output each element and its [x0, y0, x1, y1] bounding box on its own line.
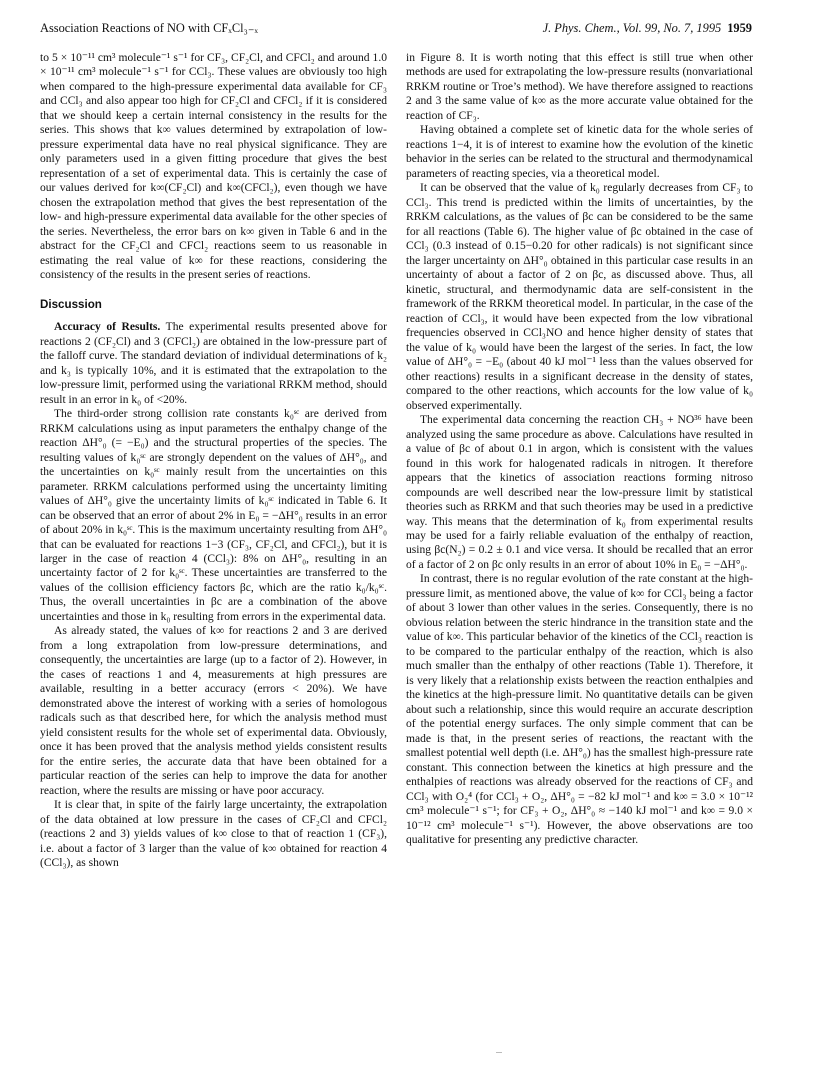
journal-citation	[543, 20, 752, 36]
paragraph-rate-constants: The third-order strong collision rate constants k₀ˢᶜ are derived from RRKM calculations using as input parameters the enthalpy change of the reaction ΔH°₀ (= −E₀) and the structural properties of the species. The resulting values of k₀ˢᶜ are strongly dependent on the values of ΔH°₀, and the uncertainties on k₀ˢᶜ mainly result from the uncertainties on this parameter. RRKM calculations performed using the uncertainty limiting values of ΔH°₀ give the uncertainty limits of k₀ˢᶜ indicated in Table 6. It can be observed that an error of about 2% in E₀ = −ΔH°₀ results in an error of about 20% in k₀ˢᶜ. This is the maximum uncertainty resulting from ΔH°₀ that can be evaluated for reactions 1−3 (CF₃, CF₂Cl, and CFCl₂), but it is larger in the case of reaction 4 (CCl₃): 8% on ΔH°₀, resulting in an uncertainty factor of 2 for k₀ˢᶜ. These uncertainties are transferred to the values of the collision efficiency factors βc, which are the ratio k₀/k₀ˢᶜ. Thus, the overall uncertainties in βc are a combination of the above uncertainties and those in k₀ resulting from errors in the experimental data.	[40, 408, 387, 623]
running-title: Association Reactions of NO with CFₓCl₃₋ₓ	[40, 21, 259, 35]
paragraph-k0-trend: It can be observed that the value of k₀ regularly decreases from CF₃ to CCl₃. This trend is predicted within the limits of uncertainties, by the RRKM calculations, as the values of βc can be considered to be the same for all reactions (Table 6). The higher value of βc obtained in the case of CCl₃ (0.3 instead of 0.15−0.20 for other radicals) is not significant since the larger uncertainty on ΔH°₀ obtained in this particular case results in an uncertainty of about a factor of 2 on βc, as discussed above. Thus, all kinetic, structural, and thermodynamic data are self-consistent in the framework of the RRKM theoretical model. In particular, in the case of the reaction of CCl₃, it would have been expected from the low vibrational frequencies observed in CCl₃NO and hence higher density of states that the value of k₀ would have been the largest of the series. In fact, the low value of ΔH°₀ = −E₀ (about 40 kJ mol⁻¹ less than the values observed for other reactions) results in a significant decrease in the density of states, compared to the other reactions, which accounts for the low value of k₀ observed experimentally.	[406, 182, 753, 412]
paragraph-accuracy	[40, 320, 387, 407]
runin-heading-accuracy: Accuracy of Results.	[54, 321, 161, 334]
left-column	[40, 51, 387, 871]
paragraph-extrapolation: As already stated, the values of k∞ for reactions 2 and 3 are derived from a long extrapolation from low-pressure determinations, and consequently, the uncertainties are large (up to a factor of 2). However, in the cases of reactions 1 and 4, measurements at high pressures are available, resulting in a better accuracy (errors < 20%). We have demonstrated above the interest of working with a series of homologous radicals such as that described here, for which the analysis method must yield consistent results for the whole set of experimental data. Obviously, once it has been proved that the analysis method yields consistent results for the entire series, the accurate data that have been obtained for a particular reaction of the series can help to improve the data for another reaction, where the results are missing or have poor accuracy.	[40, 625, 387, 797]
section-heading-discussion: Discussion	[40, 297, 102, 311]
running-header	[40, 20, 752, 36]
paragraph-uncertainty: It is clear that, in spite of the fairly large uncertainty, the extrapolation of the data obtained at low pressure in the cases of CF₂Cl and CFCl₂ (reactions 2 and 3) yields values of k∞ close to that of reaction 1 (CF₃), i.e. about a factor of 3 larger than the value of k∞ obtained for reaction 4 (CCl₃), as shown	[40, 799, 387, 870]
paragraph-figure8: in Figure 8. It is worth noting that this effect is still true when other methods are used for extrapolating the low-pressure results (nonvariational RRKM routine or Troe’s method). We have therefore assigned to reactions 2 and 3 the same value of k∞ as the more accurate value obtained for the reaction of CF₃.	[406, 52, 753, 122]
paragraph-kinetic-series: Having obtained a complete set of kinetic data for the whole series of reactions 1−4, it is of interest to examine how the evolution of the kinetic behavior in the series can be related to the structural and thermodynamical parameters of reacting species, via a theoretical model.	[406, 124, 753, 180]
right-column	[406, 51, 753, 848]
paragraph-continued: to 5 × 10⁻¹¹ cm³ molecule⁻¹ s⁻¹ for CF₃, CF₂Cl, and CFCl₂ and around 1.0 × 10⁻¹¹ cm³ molecule⁻¹ s⁻¹ for CCl₃. These values are obviously too high when compared to the high-pressure experimental data available for CF₃ and CCl₃ and also appear too high for CF₂Cl and CFCl₂ if it is considered that we should keep a certain internal consistency in the results for the series. This shows that k∞ values determined by extrapolation of low-pressure experimental data have no real physical significance. They are only parameters used in a given fitting procedure that gives the best representation of a set of experimental data. This is certainly the case of our values derived for k∞(CF₂Cl) and k∞(CFCl₂), even though we have chosen the extrapolation method that gives the best representation of the low- and high-pressure experimental data available for the other species of the series. Nevertheless, the error bars on k∞ given in Table 6 and in the abstract for the CF₂Cl and CFCl₂ reactions seem to us reasonable in estimating the real value of k∞ for these reactions, considering the consistency of the results in the present series of reactions.	[40, 52, 387, 282]
paragraph-accuracy-text: The experimental results presented above for reactions 2 (CF₂Cl) and 3 (CFCl₂) are obtained in the low-pressure part of the falloff curve. The standard deviation of individual determinations of k₂ and k₃ is typically 10%, and it is estimated that the extrapolation to the low-pressure limit, performed using the variational RRKM method, should result in an error in k₀ of <20%.	[40, 321, 388, 406]
paragraph-high-pressure: In contrast, there is no regular evolution of the rate constant at the high-pressure limit, as mentioned above, the value of k∞ for CCl₃ being a factor of about 3 lower than other values in the series. Consequently, there is no obvious relation between the steric hindrance in the transition state and the value of k∞. This particular behavior of the kinetics of the CCl₃ reaction is to be compared to the particular enthalpy of the reaction, which is also much smaller than the enthalpy of other reactions (Table 1). Therefore, it is very likely that a relationship exists between the reaction enthalpies and the kinetics at the high-pressure limit. No quantitative details can be given about such a relationship, since this would require an accurate description of the potential energy surfaces. The only simple comment that can be made is that, in the present series of reactions, the reactant with the smallest potential well depth (i.e. ΔH°₀) has the smallest high-pressure rate constant. This connection between the kinetics at high pressure and the enthalpies of reactions was already observed for the reactions of CF₃ and CCl₃ with O₂⁴ (for CCl₃ + O₂, ΔH°₀ = −82 kJ mol⁻¹ and k∞ = 3.0 × 10⁻¹² cm³ molecule⁻¹ s⁻¹; for CF₃ + O₂, ΔH°₀ ≈ −140 kJ mol⁻¹ and k∞ = 9.0 × 10⁻¹² cm³ molecule⁻¹ s⁻¹). However, the above observations are too qualitative for presenting any predictive character.	[406, 573, 753, 847]
page-number: 1959	[727, 21, 752, 35]
paragraph-ch3-no: The experimental data concerning the reaction CH₃ + NO³⁶ have been analyzed using the same procedure as above. Calculations have resulted in a value of βc of about 0.1 in argon, which is consistent with the values found in this work for halogenated radicals in nitrogen. It therefore appears that the kinetics of association reactions forming nitroso compounds are well described near the low-pressure limit by statistical theories such as RRKM and that such theories may be used in a predictive way. This means that the determination of k₀ from experimental results may be used for a fairly reliable evaluation of the enthalpy of reaction, using βc(N₂) = 0.2 ± 0.1 and vice versa. It should be recalled that an error of a factor of 2 on βc only results in an error of about 10% in E₀ = −ΔH°₀.	[406, 414, 753, 571]
journal-name: J. Phys. Chem., Vol. 99, No. 7, 1995	[542, 21, 722, 35]
footer-mark	[496, 1052, 502, 1053]
